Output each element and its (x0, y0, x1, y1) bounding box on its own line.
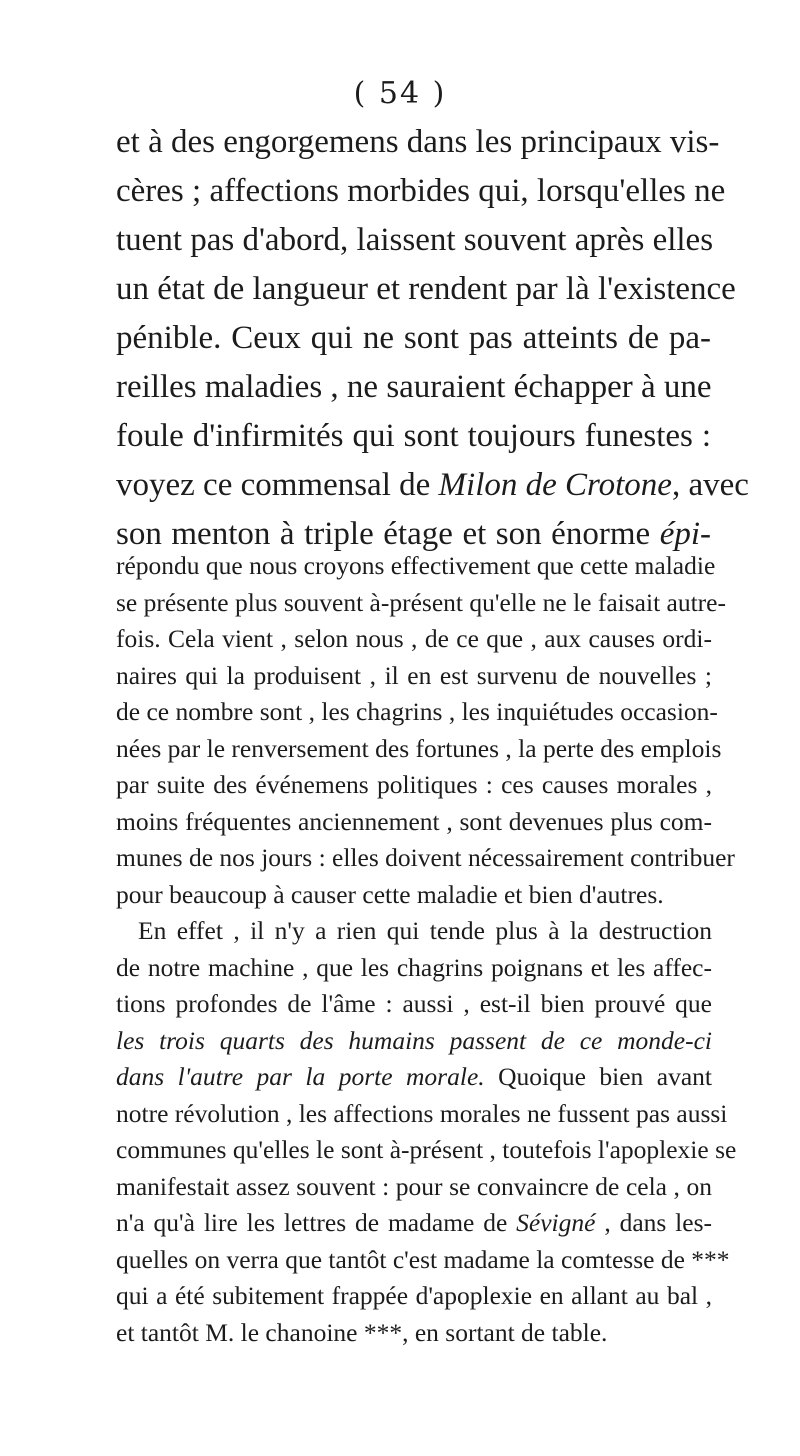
text-line: En effet , il n'y a rien qui tende plus à la destruction (138, 916, 712, 945)
text-line: se présente plus souvent à-présent qu'elle ne le faisait autre- (116, 587, 726, 617)
page-number: ( 54 ) (353, 76, 447, 111)
text-line: et à des engorgemens dans les principaux vis- (116, 124, 720, 160)
italic-name: Milon de Crotone (438, 467, 672, 503)
text-line: tions profondes de l'âme : aussi , est-il bien prouvé que (116, 989, 712, 1018)
text-line: fois. Cela vient , selon nous , de ce que , aux causes ordi- (116, 624, 712, 653)
text-run: , avec (671, 467, 749, 503)
italic-quote: dans l'autre par la porte morale. (116, 1062, 485, 1091)
text-line: cères ; affections morbides qui, lorsqu'elles ne (116, 173, 726, 209)
lower-text (116, 548, 737, 1351)
text-line: munes de nos jours : elles doivent nécessairement contribuer (116, 843, 735, 872)
text-line: tuent pas d'abord, laissent souvent après elles (116, 222, 714, 258)
text-run: voyez ce commensal de (116, 467, 439, 503)
text-run: n'a qu'à lire les lettres de madame de (116, 1208, 517, 1237)
text-line: pénible. Ceux qui ne sont pas atteints de pa- (116, 320, 711, 356)
text-line: notre révolution , les affections morales ne fussent pas aussi (116, 1098, 728, 1128)
text-line: quelles on verra que tantôt c'est madame la comtesse de *** (116, 1244, 730, 1274)
text-line (116, 461, 749, 510)
text-line: communes qu'elles le sont à-présent , toutefois l'apoplexie se (116, 1135, 737, 1164)
text-run: Quoique bien avant (484, 1062, 712, 1091)
upper-paragraph (116, 118, 749, 559)
italic-name: Sévigné (516, 1208, 596, 1237)
text-line: manifestait assez souvent : pour se convaincre de cela , on (116, 1171, 712, 1201)
italic-quote: les trois quarts des humains passent de ce monde-ci (116, 1025, 712, 1055)
text-line: de ce nombre sont , les chagrins , les inquiétudes occasion- (116, 697, 718, 726)
text-line: par suite des événemens politiques : ces causes morales , (116, 770, 712, 799)
text-line: naires qui la produisent , il en est survenu de nouvelles ; (116, 660, 712, 690)
text-line: répondu que nous croyons effectivement que cette maladie (116, 551, 716, 580)
text-line: et tantôt M. le chanoine ***, en sortant de table. (116, 1317, 608, 1347)
text-line: un état de langueur et rendent par là l'existence (116, 271, 736, 307)
text-line: foule d'infirmités qui sont toujours funestes : (116, 418, 711, 454)
text-line: moins fréquentes anciennement , sont devenues plus com- (116, 806, 712, 836)
text-line (116, 1023, 712, 1060)
text-line: reilles maladies , ne sauraient échapper à une (116, 369, 712, 405)
text-line (116, 1059, 712, 1096)
italic-word: épi- (659, 516, 711, 552)
text-line: de notre machine , que les chagrins poignans et les affec- (116, 952, 712, 982)
text-line: qui a été subitement frappée d'apoplexie en allant au bal , (116, 1281, 712, 1310)
text-line: nées par le renversement des fortunes , la perte des emplois (116, 733, 722, 763)
text-line: pour beaucoup à causer cette maladie et bien d'autres. (116, 879, 664, 909)
text-run: son menton à triple étage et son énorme (116, 516, 660, 552)
text-line (116, 1205, 712, 1242)
text-run: , dans les- (595, 1208, 712, 1237)
